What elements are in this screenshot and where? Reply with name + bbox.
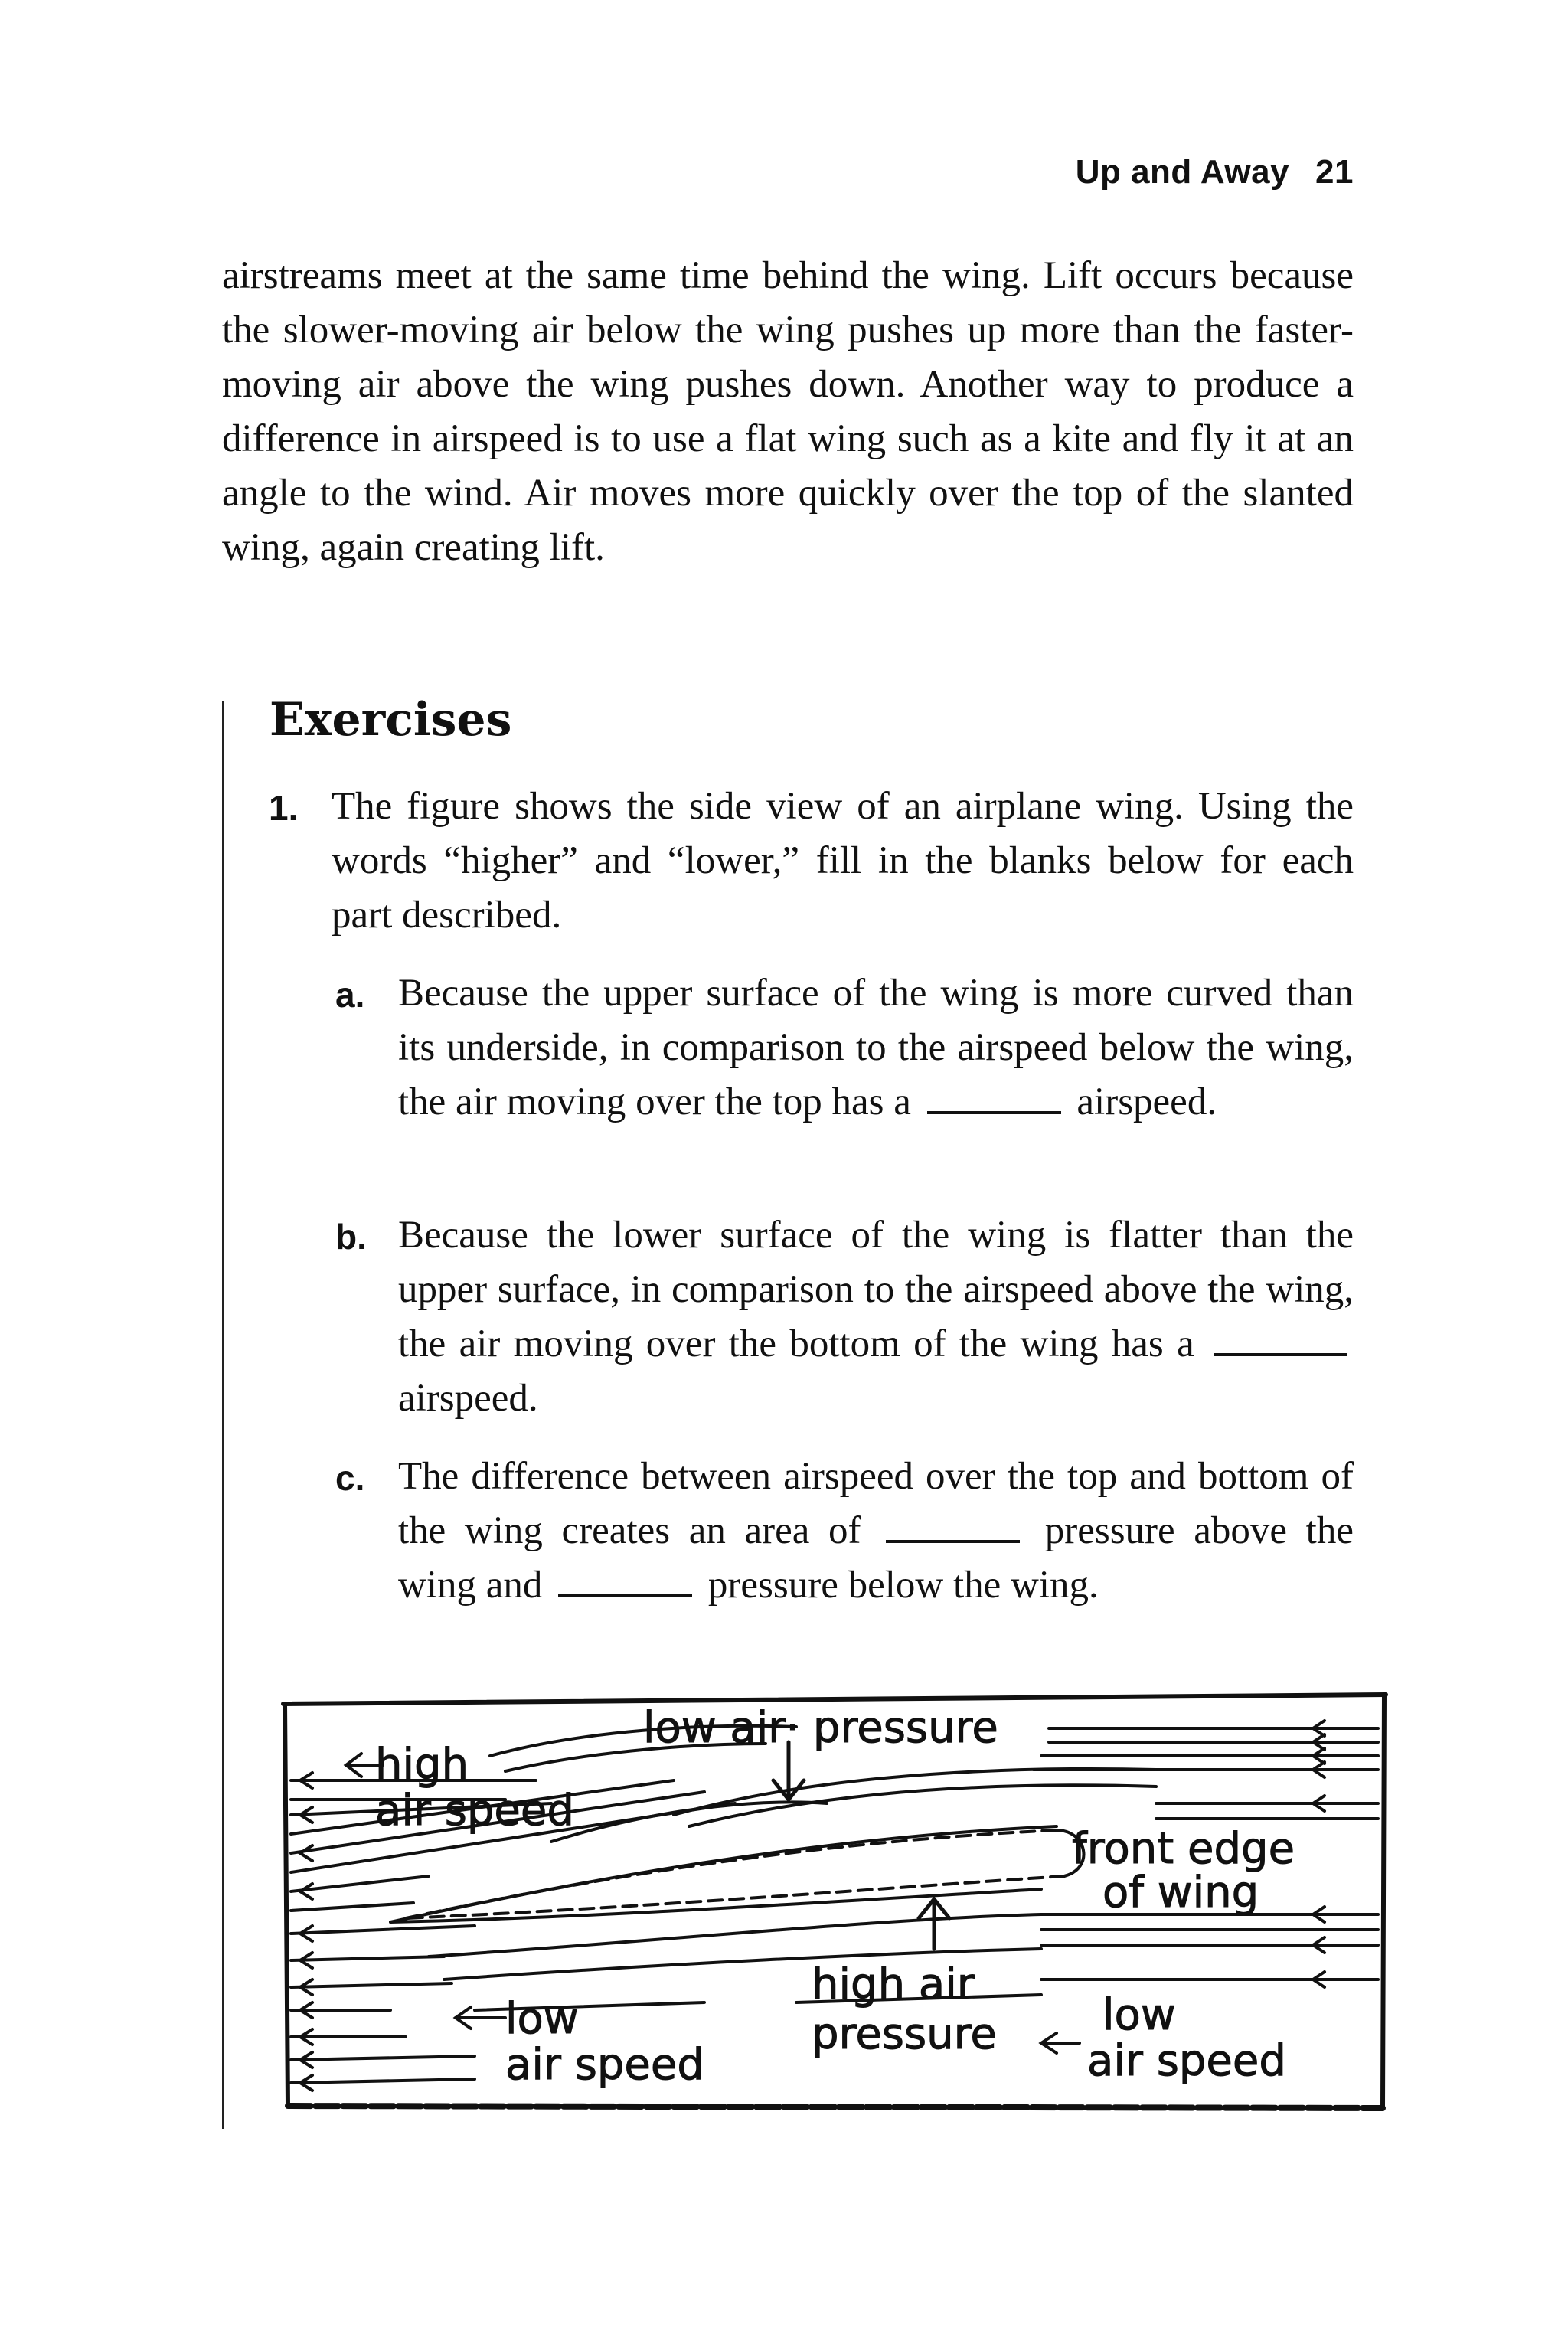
question-part-c xyxy=(335,1450,1354,1613)
wing-airflow-figure xyxy=(276,1689,1393,2117)
answer-blank[interactable] xyxy=(927,1080,1061,1114)
question-part-a xyxy=(335,966,1354,1130)
label-low-air-speed-right-1: low xyxy=(1102,1990,1176,2040)
label-high-air-pressure-2: pressure xyxy=(812,2009,997,2059)
label-low-air-speed-left-1: low xyxy=(505,1994,579,2044)
label-low-air-speed-right-2: air speed xyxy=(1087,2036,1286,2086)
question-text: The figure shows the side view of an airplane wing. Using the words “higher” and “lower,” fill in the blanks below for each part described. xyxy=(332,785,1354,937)
answer-blank[interactable] xyxy=(558,1564,692,1597)
label-front-edge-1: front edge xyxy=(1072,1824,1295,1874)
arrowheads-right xyxy=(1313,1721,1325,1987)
section-title: Up and Away xyxy=(1075,153,1290,191)
answer-blank[interactable] xyxy=(886,1509,1020,1543)
question-number: 1. xyxy=(269,788,299,828)
part-letter: b. xyxy=(335,1217,367,1257)
label-low-air-pressure: low air· pressure xyxy=(643,1703,998,1753)
label-high-air-pressure-1: high air xyxy=(812,1960,975,2009)
page-number: 21 xyxy=(1315,153,1354,191)
part-text: The difference between airspeed over the top and bottom of the wing creates an area of xyxy=(398,1455,1354,1552)
label-front-edge-2: of wing xyxy=(1102,1868,1259,1917)
part-letter: c. xyxy=(335,1458,365,1498)
exercises-heading: Exercises xyxy=(270,693,512,747)
part-text-end: pressure below the wing. xyxy=(707,1564,1099,1607)
part-text-middle: pressure above the wing and xyxy=(398,1509,1354,1607)
part-text-end: airspeed. xyxy=(398,1377,538,1420)
question-part-b xyxy=(335,1208,1354,1426)
part-text: Because the lower surface of the wing is flatter than the upper surface, in comparison to the airspeed above the wing, the air moving over the bottom of the wing has a xyxy=(398,1214,1354,1365)
question-1 xyxy=(269,780,1354,943)
running-head xyxy=(1076,153,1354,191)
wing-diagram xyxy=(276,1689,1393,2117)
label-low-air-speed-left-2: air speed xyxy=(505,2040,704,2090)
sidebar-rule xyxy=(222,701,224,2129)
part-letter: a. xyxy=(335,975,365,1015)
label-high-air-speed-2: air speed xyxy=(375,1786,574,1836)
part-text: Because the upper surface of the wing is more curved than its underside, in comparison to the airspeed below the wing, the air moving over the top has a xyxy=(398,972,1354,1123)
label-high-air-speed-1: high xyxy=(375,1740,469,1790)
body-paragraph: airstreams meet at the same time behind the wing. Lift occurs because the slower-moving air below the wing pushes up more than the faster-moving air above the wing pushes down. Another way to produce a difference in airspeed is to use a flat wing such as a kite and fly it at an angle to the wind. Air moves more quickly over the top of the slanted wing, again creating lift. xyxy=(222,254,1354,569)
answer-blank[interactable] xyxy=(1214,1322,1348,1356)
part-text-end: airspeed. xyxy=(1076,1080,1217,1123)
